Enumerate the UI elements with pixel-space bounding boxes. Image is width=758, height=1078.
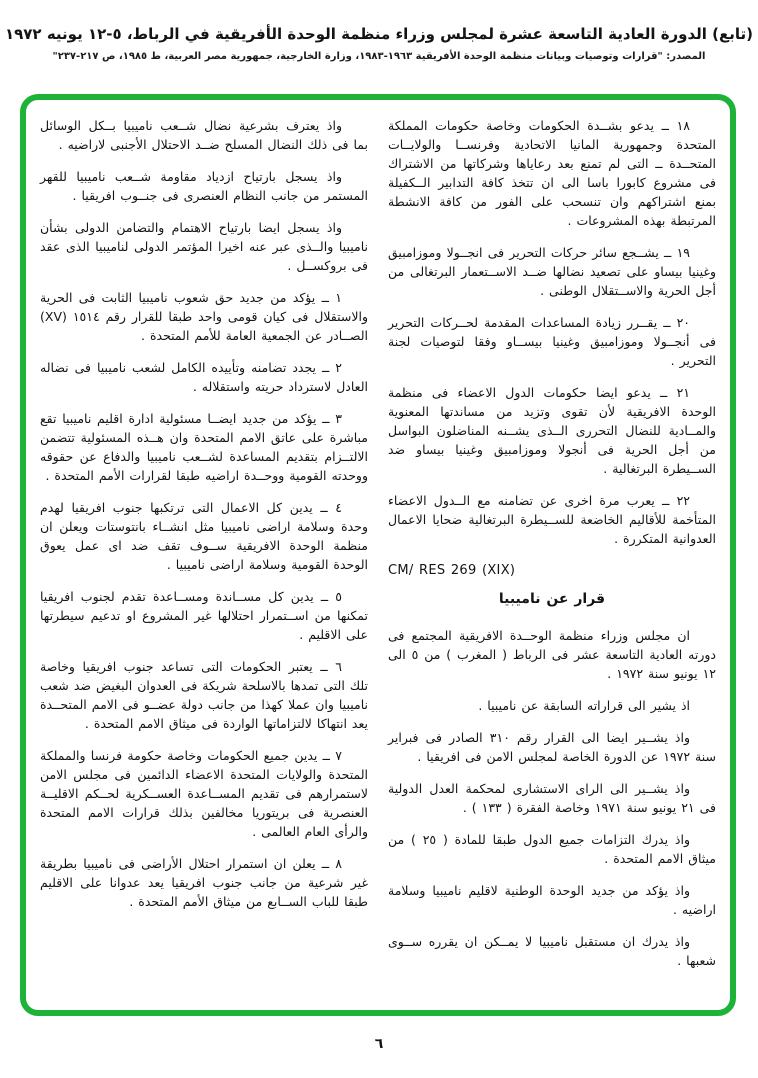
paragraph-3: ٣ ــ يؤكد من جديد ايضــا مسئولية ادارة اقليم ناميبيا تقع مباشرة على عاتق الامم المتحدة وان هــذه المسئولية تتضمن الالتــزام بتقديم المساعدة لشــعب ناميبيا والدفاع عن حقوقه ووحدته القومية ووحــدة اراضيه طبقا لقرارات الأمم المتحدة . <box>40 411 368 483</box>
preamble-paragraph: ان مجلس وزراء منظمة الوحــدة الافريقية المجتمع فى دورته العادية التاسعة عشر فى الرباط ( المغرب ) من ٥ الى ١٢ يونيو سنة ١٩٧٢ . <box>388 628 716 682</box>
source-citation: المصدر: "قرارات وتوصيات وبيانات منظمة الوحدة الأفريقية ١٩٦٣-١٩٨٣، وزارة الخارجية، جمهورية مصر العربية، ط ١٩٨٥، ص ٢١٧-٢٣٧" <box>52 51 706 62</box>
preamble-paragraph: واذ يدرك ان مستقبل ناميبيا لا يمــكن ان يقرره ســوى شعبها . <box>388 934 716 969</box>
paragraph-1: ١ ــ يؤكد من جديد حق شعوب ناميبيا الثابت فى الحرية والاستقلال فى كيان قومى واحد طبقا للقرار رقم ١٥١٤ (XV) الصــادر عن الجمعية العامة للأمم المتحدة . <box>40 290 368 343</box>
column-right <box>388 116 716 1000</box>
paragraph-2: ٢ ــ يجدد تضامنه وتأييده الكامل لشعب ناميبيا فى نضاله العادل لاسترداد حريته واستقلاله . <box>40 360 368 394</box>
paragraph-6: ٦ ــ يعتبر الحكومات التى تساعد جنوب افريقيا وخاصة تلك التى تمدها بالاسلحة شريكة فى العدوان البغيض ضد شعب ناميبيا وان عملا كهذا من جانب دولة عضــو فى الامم المتحــدة يعد انتهاكا لالتزاماتها الواردة فى ميثاق الامم المتحدة . <box>40 659 368 731</box>
preamble-paragraph: واذ يؤكد من جديد الوحدة الوطنية لاقليم ناميبيا وسلامة اراضيه . <box>388 883 716 918</box>
paragraph-5: ٥ ــ يدين كل مســاندة ومســاعدة تقدم لجنوب افريقيا تمكنها من اســتمرار احتلالها غير المشروع او تدعيم سيطرتها على الاقليم . <box>40 589 368 642</box>
preamble-paragraph: واذ يدرك التزامات جميع الدول طبقا للمادة ( ٢٥ ) من ميثاق الامم المتحدة . <box>388 832 716 867</box>
paragraph-8: ٨ ــ يعلن ان استمرار احتلال الأراضى فى ناميبيا بطريقة غير شرعية من جانب جنوب افريقيا يعد عدوانا على الاقليم طبقا للباب الســابع من ميثاق الأمم المتحدة . <box>40 856 368 909</box>
preamble-paragraph: واذ يعترف بشرعية نضال شــعب ناميبيا بــكل الوسائل بما فى ذلك النضال المسلح ضــد الاحتلال الأجنبى لاراضيه . <box>40 118 368 152</box>
preamble-paragraph: واذ يسجل ايضا بارتياح الاهتمام والتضامن الدولى بشأن ناميبيا والــذى عبر عنه اخيرا المؤتمر الدولى لناميبيا الذى عقد فى بروكســل . <box>40 220 368 273</box>
session-title: (تابع) الدورة العادية التاسعة عشرة لمجلس وزراء منظمة الوحدة الأفريقية في الرباط، ٥-١٢ يونيه ١٩٧٢ <box>4 25 754 43</box>
preamble-paragraph: واذ يسجل بارتياح ازدياد مقاومة شــعب ناميبيا للقهر المستمر من جانب النظام العنصرى فى جنــوب افريقيا . <box>40 169 368 203</box>
paragraph-22: ٢٢ ــ يعرب مرة اخرى عن تضامنه مع الــدول الاعضاء المتأخمة للأقاليم الخاضعة للســيطرة البرتغالية ضحايا الاعمال العدوانية المتكررة . <box>388 493 716 546</box>
preamble-paragraph: واذ يشــير ايضا الى القرار رقم ٣١٠ الصادر فى فبراير سنة ١٩٧٢ عن الدورة الخاصة لمجلس الامن فى افريقيا . <box>388 730 716 765</box>
paragraph-7: ٧ ــ يدين جميع الحكومات وخاصة حكومة فرنسا والمملكة المتحدة والولايات المتحدة الاعضاء الدائمين فى مجلس الامن لاستمرارهم فى تقديم المســاعدة العســكرية لحــكم الاقليــة العنصرية فى بريتوريا مخالفين بذلك قرارات الامم المتحدة والرأى العام العالمى . <box>40 748 368 839</box>
document-body-frame <box>20 94 736 1016</box>
page-number: ٦ <box>374 1036 384 1052</box>
preamble-paragraph: اذ يشير الى قراراته السابقة عن ناميبيا . <box>478 698 690 714</box>
paragraph-4: ٤ ــ يدين كل الاعمال التى ترتكبها جنوب افريقيا لهدم وحدة وسلامة اراضى ناميبيا مثل انشــاء بانتوستات ويعلن ان منظمة الوحدة الافريقية ســوف تقف ضد اى عمل يعوق الوحدة القومية وسلامة اراضى ناميبيا . <box>40 500 368 572</box>
document-header <box>0 0 758 62</box>
paragraph-18: ١٨ ــ يدعو بشــدة الحكومات وخاصة حكومات المملكة المتحدة وجمهورية المانيا الاتحادية وفرنســا والولايــات المتحــدة ــ التى لم تمنع بعد رعاياها وشركاتها من الاشتراك فى مشروع كابورا باسا الى ان تتخذ كافة التدابير الــكفيلة بمنع اشتراكهم وان تنسحب على الفور من كافة الانشطة المرتبطة بهذه المشروعات . <box>388 118 716 228</box>
paragraph-21: ٢١ ــ يدعو ايضا حكومات الدول الاعضاء فى منظمة الوحدة الافريقية لأن تقوى وتزيد من مساندتها المعنوية والمــادية للنضال التحررى الــذى يشــنه المناضلون البواسل من أجل الحرية فى أنجولا وموزامبيق وغينيا بيساو ضد الســيطرة البرتغالية . <box>388 385 716 476</box>
resolution-title: قرار عن ناميبيا <box>498 590 606 607</box>
paragraph-19: ١٩ ــ يشــجع سائر حركات التحرير فى انجــولا وموزامبيق وغينيا بيساو على تصعيد نضالها ضــد الاســتعمار البرتغالى من أجل الحرية والاســتقلال الوطنى . <box>388 245 716 298</box>
column-left <box>40 116 368 1000</box>
paragraph-20: ٢٠ ــ يقــرر زيادة المساعدات المقدمة لحــركات التحرير فى أنجــولا وموزامبيق وغينيا بيســاو وفقا لتوصيات لجنة التحرير . <box>388 315 716 368</box>
resolution-reference-code: CM/ RES 269 (XIX) <box>388 563 516 578</box>
preamble-paragraph: واذ يشــير الى الراى الاستشارى لمحكمة العدل الدولية فى ٢١ يونيو سنة ١٩٧١ وخاصة الفقرة ( ١٣٣ ) . <box>388 781 716 816</box>
